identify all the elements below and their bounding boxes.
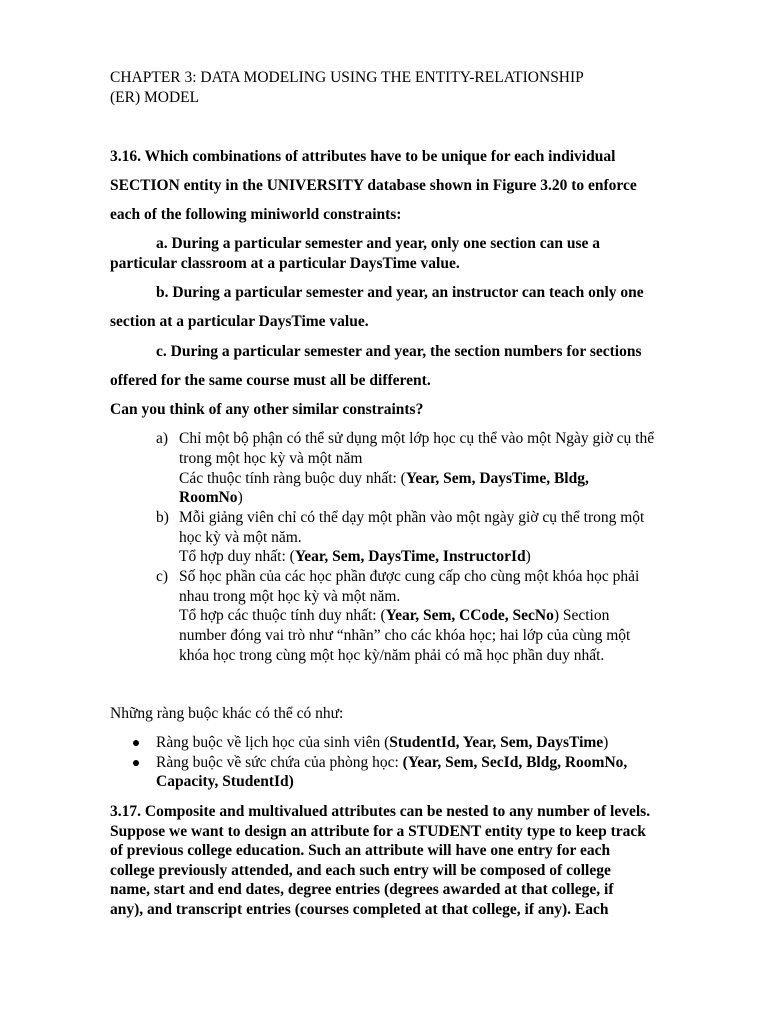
- q317-line-3: of previous college education. Such an attribute will have one entry for each: [110, 842, 611, 859]
- other-constraint-item-2-line-2: Capacity, StudentId): [156, 773, 294, 790]
- q317-line-5: name, start and end dates, degree entries (degrees awarded at that college, if: [110, 881, 614, 898]
- answer-b-marker: b): [156, 509, 169, 526]
- answer-a-line-1: Chỉ một bộ phận có thể sử dụng một lớp học cụ thể vào một Ngày giờ cụ thể: [179, 430, 655, 447]
- answer-b-line-3: Tổ hợp duy nhất: (Year, Sem, DaysTime, InstructorId): [179, 548, 531, 565]
- q317-line-1: 3.17. Composite and multivalued attributes can be nested to any number of levels.: [110, 803, 651, 820]
- q316-c-line-1: c. During a particular semester and year, the section numbers for sections: [156, 343, 642, 360]
- q317-line-6: any), and transcript entries (courses completed at that college, if any). Each: [110, 901, 609, 918]
- answer-c-line-2: nhau trong một học kỳ và một năm.: [179, 588, 401, 605]
- q316-other-question: Can you think of any other similar constraints?: [110, 401, 424, 418]
- q316-a-line-2: particular classroom at a particular DaysTime value.: [110, 255, 460, 272]
- q316-line-1: 3.16. Which combinations of attributes have to be unique for each individual: [110, 148, 616, 165]
- answer-b-line-1: Mỗi giảng viên chỉ có thể dạy một phần vào một ngày giờ cụ thể trong một: [179, 509, 645, 526]
- answer-a-line-4: RoomNo): [179, 489, 243, 506]
- chapter-title-line-2: (ER) MODEL: [110, 89, 200, 106]
- q316-b-line-2: section at a particular DaysTime value.: [110, 313, 369, 330]
- other-constraints-intro: Những ràng buộc khác có thể có như:: [110, 705, 344, 722]
- bullet-icon: [133, 760, 139, 766]
- q316-a-line-1: a. During a particular semester and year, only one section can use a: [156, 235, 601, 252]
- q316-line-2: SECTION entity in the UNIVERSITY database shown in Figure 3.20 to enforce: [110, 177, 637, 194]
- answer-c-line-3: Tổ hợp các thuộc tính duy nhất: (Year, Sem, CCode, SecNo) Section: [179, 607, 610, 624]
- q316-b-line-1: b. During a particular semester and year, an instructor can teach only one: [156, 284, 644, 301]
- q317-line-4: college previously attended, and each such entry will be composed of college: [110, 862, 611, 879]
- answer-a-line-2: trong một học kỳ và một năm: [179, 450, 363, 467]
- answer-b-line-2: học kỳ và một năm.: [179, 529, 302, 546]
- other-constraint-item-1: Ràng buộc về lịch học của sinh viên (StudentId, Year, Sem, DaysTime): [156, 734, 609, 751]
- q316-c-line-2: offered for the same course must all be different.: [110, 372, 431, 389]
- bullet-icon: [133, 740, 139, 746]
- answer-c-line-1: Số học phần của các học phần được cung cấp cho cùng một khóa học phải: [179, 568, 640, 585]
- chapter-title-line-1: CHAPTER 3: DATA MODELING USING THE ENTITY-RELATIONSHIP: [110, 69, 584, 86]
- answer-a-line-3: Các thuộc tính ràng buộc duy nhất: (Year, Sem, DaysTime, Bldg,: [179, 470, 589, 487]
- answer-c-marker: c): [156, 568, 169, 585]
- q317-line-2: Suppose we want to design an attribute for a STUDENT entity type to keep track: [110, 823, 646, 840]
- answer-c-line-5: khóa học trong cùng một học kỳ/năm phải có mã học phần duy nhất.: [179, 647, 605, 664]
- answer-a-marker: a): [156, 430, 169, 447]
- answer-c-line-4: number đóng vai trò như “nhãn” cho các khóa học; hai lớp của cùng một: [179, 627, 631, 644]
- q316-line-3: each of the following miniworld constraints:: [110, 206, 402, 223]
- other-constraint-item-2-line-1: Ràng buộc về sức chứa của phòng học: (Year, Sem, SecId, Bldg, RoomNo,: [156, 754, 628, 771]
